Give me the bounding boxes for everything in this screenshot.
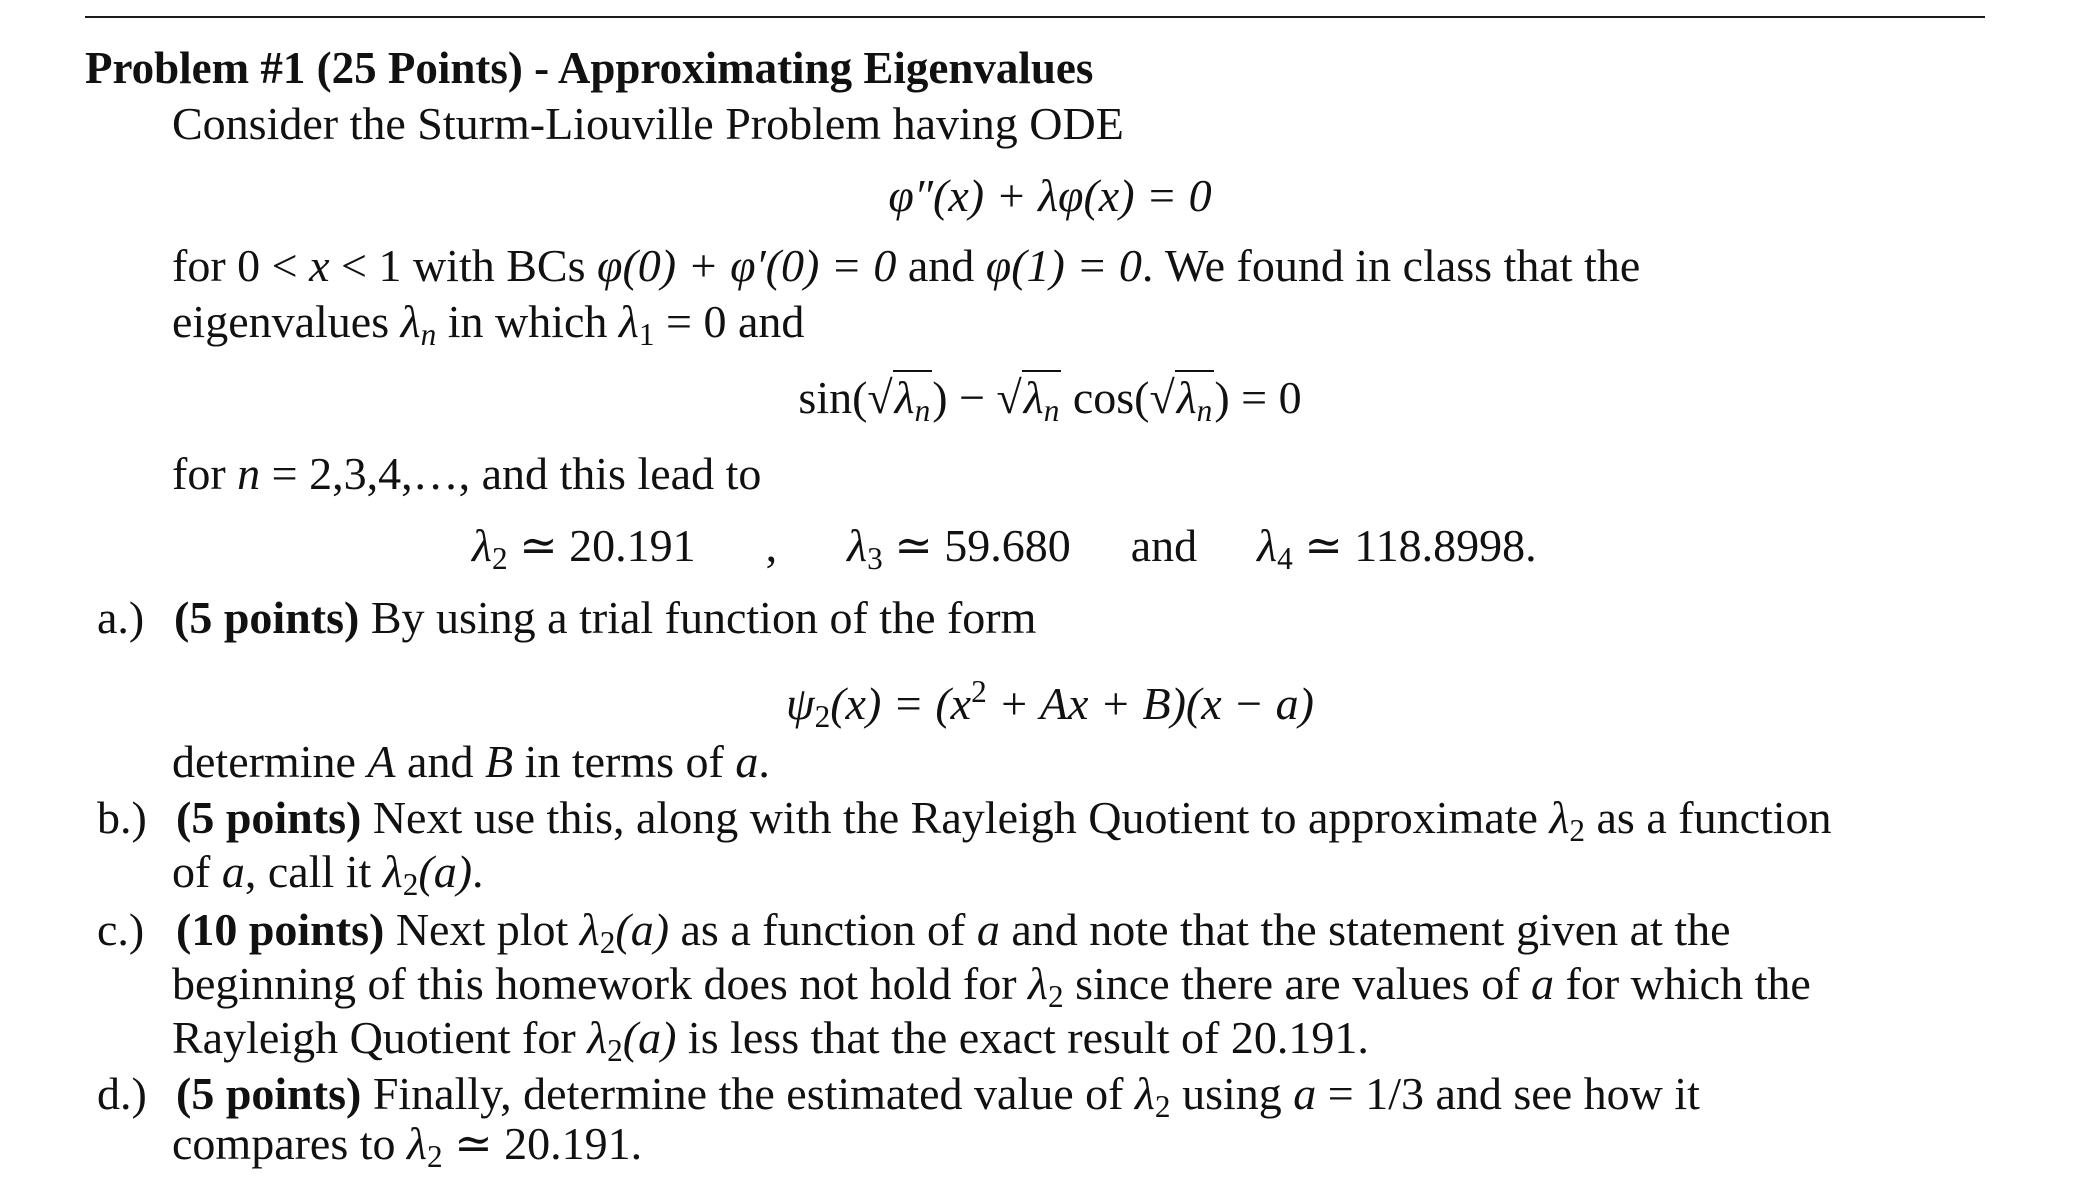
part-a-det-3: in terms of <box>513 736 736 787</box>
part-c-arg-2: (a) <box>622 1012 677 1063</box>
part-b-lambda-2-sub: 2 <box>402 866 419 902</box>
var-B: B <box>484 736 514 787</box>
lambda-4-sub: 4 <box>1277 540 1293 576</box>
part-a-line-2 <box>172 734 770 790</box>
ode-equation: φ″(x) + λφ(x) = 0 <box>888 170 1212 221</box>
lambda-1-sub: 1 <box>638 316 655 352</box>
var-x: x <box>309 240 330 291</box>
part-c-text-1: Next plot <box>384 904 580 955</box>
part-c-lambda-sub: 2 <box>599 924 616 960</box>
part-c-points: (10 points) <box>176 904 385 955</box>
part-d-text-1: Finally, determine the estimated value of <box>361 1068 1135 1119</box>
part-c-text-3: and note that the statement given at the <box>999 904 1731 955</box>
trial-square: 2 <box>971 674 987 709</box>
part-d-l2-a: compares to <box>172 1118 408 1169</box>
part-d-text-2: using <box>1170 1068 1294 1119</box>
part-b-lambda: λ <box>1549 792 1570 843</box>
lambda-n-sub: n <box>420 316 437 352</box>
part-a-det-1: determine <box>172 736 368 787</box>
bcs-text-4: . We found in class that the <box>1141 240 1641 291</box>
part-c-l2-a: beginning of this homework does not hold for <box>172 958 1029 1009</box>
part-b-l2-b: , call it <box>244 846 383 897</box>
bc-2: φ(1) = 0 <box>985 240 1142 291</box>
char-cos: cos( <box>1061 372 1150 423</box>
part-b-text-2: as a function <box>1585 792 1832 843</box>
part-a-det-4: . <box>758 736 770 787</box>
part-d-lambda-sub: 2 <box>1154 1088 1171 1124</box>
part-c-l3-b: is less that the exact result of 20.191. <box>676 1012 1369 1063</box>
lambda-2-value: ≃ 20.191 <box>507 520 696 571</box>
part-c-arg: (a) <box>615 904 670 955</box>
eig-text-1: eigenvalues <box>172 296 401 347</box>
part-b-lambda-sub: 2 <box>1569 812 1586 848</box>
lambda-2-sub: 2 <box>491 540 508 576</box>
sqrt-2-lambda: λ <box>1023 372 1044 423</box>
for-n-text-2: = 2,3,4,…, and this lead to <box>260 448 762 499</box>
intro-text: Consider the Sturm-Liouville Problem having ODE <box>172 98 1124 149</box>
part-b-var-a: a <box>221 846 245 897</box>
part-d-lambda-2-sub: 2 <box>426 1138 443 1174</box>
part-d-label: d.) <box>97 1068 147 1119</box>
part-d-line-2 <box>172 1116 642 1185</box>
lambda-2: λ <box>472 520 492 571</box>
lambda-3: λ <box>847 520 868 571</box>
part-c-lambda-2-sub: 2 <box>1047 978 1064 1014</box>
part-c-var-a: a <box>976 904 1000 955</box>
char-end: ) = 0 <box>1214 372 1302 423</box>
eig-text-2: in which <box>436 296 619 347</box>
bcs-text-1: for 0 < <box>172 240 310 291</box>
top-rule <box>85 16 1985 18</box>
bc-1: φ(0) + φ′(0) = 0 <box>597 240 897 291</box>
part-d-lambda-2: λ <box>407 1118 427 1169</box>
sqrt-1-sub: n <box>914 392 931 428</box>
part-c-l2-b: since there are values of <box>1063 958 1532 1009</box>
lambda-4: λ <box>1257 520 1278 571</box>
sqrt-1-lambda: λ <box>894 372 915 423</box>
for-n-line <box>172 446 761 502</box>
part-b-points: (5 points) <box>176 792 362 843</box>
part-a-line-1 <box>174 590 1036 646</box>
part-b-arg: (a) <box>418 846 473 897</box>
part-c-lambda-3-sub: 2 <box>607 1032 623 1068</box>
lambda-3-value: ≃ 59.680 <box>882 520 1071 571</box>
bcs-line <box>172 238 1640 294</box>
for-n-text-1: for <box>172 448 238 499</box>
part-d-text-3: = 1/3 and see how it <box>1316 1068 1700 1119</box>
lambda-n: λ <box>400 296 421 347</box>
part-c-lambda-2: λ <box>1028 958 1048 1009</box>
part-b-l2-c: . <box>472 846 484 897</box>
trial-eq-1: (x) = (x <box>830 678 972 730</box>
part-d-points: (5 points) <box>176 1068 362 1119</box>
var-a: a <box>735 736 759 787</box>
part-a-label: a.) <box>97 592 145 643</box>
trial-eq-2: + Ax + B)(x − a) <box>986 678 1314 730</box>
values-and: and <box>1130 520 1198 571</box>
part-b-text-1: Next use this, along with the Rayleigh Quotient to approximate <box>361 792 1550 843</box>
part-c-var-a-2: a <box>1531 958 1555 1009</box>
var-A: A <box>367 736 396 787</box>
part-c-label: c.) <box>97 904 145 955</box>
sqrt-2-sub: n <box>1043 392 1060 428</box>
eigenvalues-line <box>172 294 804 363</box>
trial-function <box>0 664 2100 745</box>
part-d-l2-b: ≃ 20.191. <box>442 1118 643 1169</box>
part-b-lambda-2: λ <box>382 846 403 897</box>
sqrt-3-sub: n <box>1196 392 1213 428</box>
part-d-lambda: λ <box>1134 1068 1155 1119</box>
eig-text-3: = 0 and <box>654 296 805 347</box>
lambda-3-sub: 3 <box>867 540 883 576</box>
eigenvalue-values <box>472 518 1537 587</box>
sqrt-3-lambda: λ <box>1176 372 1197 423</box>
psi-sub: 2 <box>814 699 831 735</box>
part-b-label: b.) <box>97 792 147 843</box>
part-b-l2-a: of <box>172 846 222 897</box>
sqrt-3: $√\lambda_n$ <box>1149 372 1213 428</box>
part-a-text: By using a trial function of the form <box>359 592 1037 643</box>
part-c-l2-c: for which the <box>1554 958 1811 1009</box>
part-c-lambda-3: λ <box>587 1012 608 1063</box>
bcs-text-2: < 1 with BCs <box>329 240 598 291</box>
char-minus: ) − <box>932 372 997 423</box>
sqrt-2: $√\lambda_n$ <box>996 372 1060 428</box>
lambda-1: λ <box>618 296 639 347</box>
lambda-4-value: ≃ 118.8998. <box>1292 520 1537 571</box>
problem-title: Problem #1 (25 Points) - Approximating Eigenvalues <box>85 43 1094 93</box>
part-d-var-a: a <box>1293 1068 1317 1119</box>
values-comma: , <box>765 520 778 571</box>
part-c-l3-a: Rayleigh Quotient for <box>172 1012 588 1063</box>
part-c-lambda: λ <box>579 904 600 955</box>
psi: ψ <box>786 678 815 730</box>
part-a-points: (5 points) <box>174 592 360 643</box>
part-a-det-2: and <box>395 736 485 787</box>
char-sin: sin( <box>798 372 868 423</box>
bcs-text-3: and <box>896 240 986 291</box>
characteristic-equation <box>0 370 2100 439</box>
part-c-text-2: as a function of <box>669 904 977 955</box>
var-n: n <box>237 448 261 499</box>
sqrt-1: $√\lambda_n$ <box>867 372 931 428</box>
